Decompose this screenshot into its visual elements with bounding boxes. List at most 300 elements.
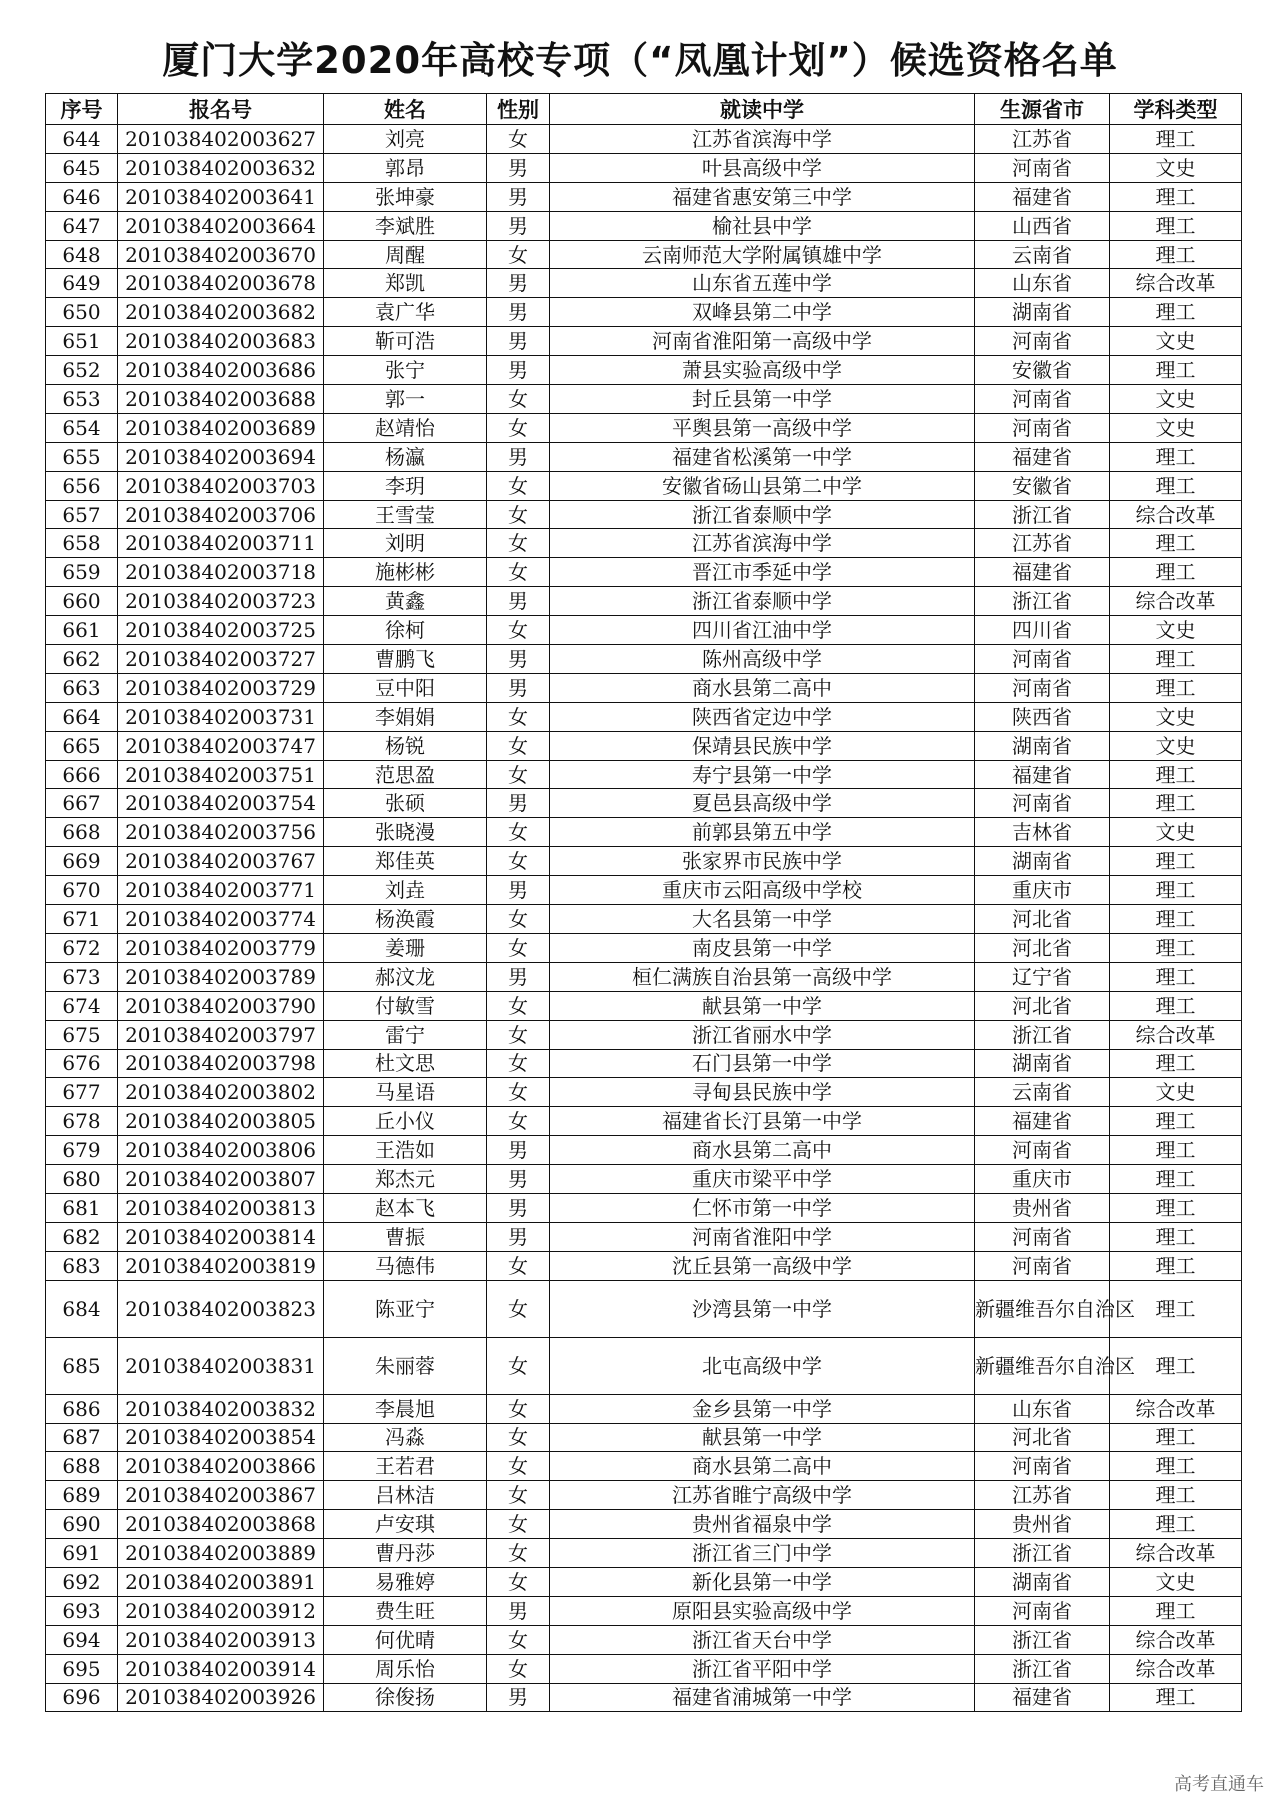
- cell-province: 河南省: [975, 789, 1110, 818]
- cell-name: 李斌胜: [324, 211, 487, 240]
- cell-gender: 女: [487, 558, 550, 587]
- cell-name: 张坤豪: [324, 182, 487, 211]
- col-header-school: 就读中学: [550, 94, 975, 125]
- table-row: [46, 153, 1242, 182]
- cell-index: 686: [46, 1394, 118, 1423]
- cell-province: 吉林省: [975, 818, 1110, 847]
- cell-name: 郭一: [324, 385, 487, 414]
- cell-gender: 男: [487, 1596, 550, 1625]
- table-row: [46, 1251, 1242, 1280]
- cell-province: 福建省: [975, 442, 1110, 471]
- cell-gender: 男: [487, 876, 550, 905]
- cell-school: 陕西省定边中学: [550, 702, 975, 731]
- cell-gender: 女: [487, 1020, 550, 1049]
- cell-index: 678: [46, 1107, 118, 1136]
- table-row: [46, 587, 1242, 616]
- cell-gender: 男: [487, 327, 550, 356]
- cell-name: 郑凯: [324, 269, 487, 298]
- cell-province: 山西省: [975, 211, 1110, 240]
- cell-name: 马星语: [324, 1078, 487, 1107]
- cell-province: 云南省: [975, 1078, 1110, 1107]
- cell-name: 豆中阳: [324, 673, 487, 702]
- cell-subject: 理工: [1110, 847, 1242, 876]
- cell-gender: 女: [487, 1625, 550, 1654]
- cell-school: 封丘县第一中学: [550, 385, 975, 414]
- col-header-province: 生源省市: [975, 94, 1110, 125]
- table-row: [46, 1222, 1242, 1251]
- cell-name: 丘小仪: [324, 1107, 487, 1136]
- cell-school: 萧县实验高级中学: [550, 356, 975, 385]
- cell-reg-no: 201038402003912: [118, 1596, 324, 1625]
- table-row: [46, 385, 1242, 414]
- cell-school: 河南省淮阳中学: [550, 1222, 975, 1251]
- cell-province: 贵州省: [975, 1193, 1110, 1222]
- cell-index: 650: [46, 298, 118, 327]
- cell-province: 陕西省: [975, 702, 1110, 731]
- cell-school: 寿宁县第一中学: [550, 760, 975, 789]
- cell-province: 河南省: [975, 1251, 1110, 1280]
- cell-gender: 男: [487, 1193, 550, 1222]
- cell-province: 浙江省: [975, 1020, 1110, 1049]
- cell-gender: 男: [487, 645, 550, 674]
- cell-reg-no: 201038402003683: [118, 327, 324, 356]
- table-row: [46, 356, 1242, 385]
- table-row: [46, 1049, 1242, 1078]
- cell-school: 晋江市季延中学: [550, 558, 975, 587]
- cell-index: 670: [46, 876, 118, 905]
- table-row: [46, 269, 1242, 298]
- cell-reg-no: 201038402003686: [118, 356, 324, 385]
- cell-gender: 女: [487, 240, 550, 269]
- cell-reg-no: 201038402003756: [118, 818, 324, 847]
- cell-subject: 文史: [1110, 616, 1242, 645]
- cell-subject: 理工: [1110, 1280, 1242, 1337]
- cell-reg-no: 201038402003664: [118, 211, 324, 240]
- table-row: [46, 1107, 1242, 1136]
- cell-reg-no: 201038402003703: [118, 471, 324, 500]
- cell-province: 福建省: [975, 1107, 1110, 1136]
- cell-subject: 文史: [1110, 385, 1242, 414]
- cell-index: 683: [46, 1251, 118, 1280]
- cell-reg-no: 201038402003718: [118, 558, 324, 587]
- cell-reg-no: 201038402003670: [118, 240, 324, 269]
- cell-name: 郑杰元: [324, 1165, 487, 1194]
- cell-province: 浙江省: [975, 1539, 1110, 1568]
- cell-province: 河南省: [975, 1452, 1110, 1481]
- cell-reg-no: 201038402003627: [118, 125, 324, 154]
- cell-school: 江苏省睢宁高级中学: [550, 1481, 975, 1510]
- cell-reg-no: 201038402003727: [118, 645, 324, 674]
- cell-school: 献县第一中学: [550, 991, 975, 1020]
- cell-school: 重庆市云阳高级中学校: [550, 876, 975, 905]
- cell-name: 赵本飞: [324, 1193, 487, 1222]
- cell-index: 688: [46, 1452, 118, 1481]
- cell-index: 692: [46, 1567, 118, 1596]
- cell-reg-no: 201038402003868: [118, 1510, 324, 1539]
- cell-province: 安徽省: [975, 356, 1110, 385]
- col-header-reg-no: 报名号: [118, 94, 324, 125]
- cell-province: 河南省: [975, 1136, 1110, 1165]
- cell-school: 寻甸县民族中学: [550, 1078, 975, 1107]
- cell-school: 双峰县第二中学: [550, 298, 975, 327]
- cell-subject: 理工: [1110, 905, 1242, 934]
- cell-reg-no: 201038402003813: [118, 1193, 324, 1222]
- cell-gender: 女: [487, 818, 550, 847]
- table-row: [46, 1394, 1242, 1423]
- cell-reg-no: 201038402003814: [118, 1222, 324, 1251]
- cell-school: 四川省江油中学: [550, 616, 975, 645]
- table-row: [46, 182, 1242, 211]
- cell-name: 费生旺: [324, 1596, 487, 1625]
- cell-gender: 女: [487, 905, 550, 934]
- cell-index: 664: [46, 702, 118, 731]
- cell-index: 677: [46, 1078, 118, 1107]
- cell-gender: 女: [487, 1423, 550, 1452]
- cell-index: 691: [46, 1539, 118, 1568]
- cell-subject: 理工: [1110, 1510, 1242, 1539]
- cell-subject: 文史: [1110, 153, 1242, 182]
- cell-name: 王雪莹: [324, 500, 487, 529]
- cell-index: 651: [46, 327, 118, 356]
- cell-province: 福建省: [975, 558, 1110, 587]
- cell-index: 649: [46, 269, 118, 298]
- cell-school: 贵州省福泉中学: [550, 1510, 975, 1539]
- cell-reg-no: 201038402003891: [118, 1567, 324, 1596]
- cell-reg-no: 201038402003790: [118, 991, 324, 1020]
- cell-name: 马德伟: [324, 1251, 487, 1280]
- cell-province: 福建省: [975, 760, 1110, 789]
- col-header-subject: 学科类型: [1110, 94, 1242, 125]
- cell-index: 656: [46, 471, 118, 500]
- cell-index: 661: [46, 616, 118, 645]
- cell-gender: 女: [487, 1452, 550, 1481]
- cell-index: 646: [46, 182, 118, 211]
- cell-reg-no: 201038402003823: [118, 1280, 324, 1337]
- cell-name: 李娟娟: [324, 702, 487, 731]
- cell-province: 新疆维吾尔自治区: [975, 1280, 1110, 1337]
- cell-name: 王浩如: [324, 1136, 487, 1165]
- table-row: [46, 673, 1242, 702]
- cell-reg-no: 201038402003706: [118, 500, 324, 529]
- cell-gender: 男: [487, 298, 550, 327]
- cell-name: 曹鹏飞: [324, 645, 487, 674]
- cell-subject: 理工: [1110, 1596, 1242, 1625]
- cell-gender: 女: [487, 702, 550, 731]
- cell-gender: 女: [487, 471, 550, 500]
- cell-subject: 综合改革: [1110, 1625, 1242, 1654]
- cell-school: 保靖县民族中学: [550, 731, 975, 760]
- cell-school: 河南省淮阳第一高级中学: [550, 327, 975, 356]
- cell-subject: 理工: [1110, 471, 1242, 500]
- cell-subject: 文史: [1110, 1078, 1242, 1107]
- table-row: [46, 327, 1242, 356]
- cell-index: 680: [46, 1165, 118, 1194]
- table-row: [46, 702, 1242, 731]
- table-row: [46, 413, 1242, 442]
- cell-school: 金乡县第一中学: [550, 1394, 975, 1423]
- cell-index: 666: [46, 760, 118, 789]
- cell-subject: 理工: [1110, 442, 1242, 471]
- table-row: [46, 616, 1242, 645]
- cell-name: 徐柯: [324, 616, 487, 645]
- cell-name: 易雅婷: [324, 1567, 487, 1596]
- cell-index: 694: [46, 1625, 118, 1654]
- cell-gender: 女: [487, 1567, 550, 1596]
- cell-index: 652: [46, 356, 118, 385]
- cell-school: 商水县第二高中: [550, 1136, 975, 1165]
- cell-school: 沙湾县第一中学: [550, 1280, 975, 1337]
- cell-province: 湖南省: [975, 298, 1110, 327]
- cell-gender: 女: [487, 1107, 550, 1136]
- table-row: [46, 529, 1242, 558]
- table-row: [46, 1078, 1242, 1107]
- cell-name: 范思盈: [324, 760, 487, 789]
- cell-province: 重庆市: [975, 876, 1110, 905]
- cell-reg-no: 201038402003926: [118, 1683, 324, 1712]
- cell-index: 672: [46, 933, 118, 962]
- table-row: [46, 1193, 1242, 1222]
- cell-name: 雷宁: [324, 1020, 487, 1049]
- cell-province: 河北省: [975, 991, 1110, 1020]
- cell-school: 榆社县中学: [550, 211, 975, 240]
- cell-subject: 理工: [1110, 1423, 1242, 1452]
- cell-province: 湖南省: [975, 1049, 1110, 1078]
- cell-name: 杨涣霞: [324, 905, 487, 934]
- cell-gender: 女: [487, 616, 550, 645]
- cell-reg-no: 201038402003767: [118, 847, 324, 876]
- cell-reg-no: 201038402003854: [118, 1423, 324, 1452]
- cell-subject: 理工: [1110, 876, 1242, 905]
- table-row: [46, 645, 1242, 674]
- table-row: [46, 1280, 1242, 1337]
- cell-subject: 文史: [1110, 327, 1242, 356]
- cell-province: 浙江省: [975, 1625, 1110, 1654]
- cell-province: 河南省: [975, 153, 1110, 182]
- cell-reg-no: 201038402003797: [118, 1020, 324, 1049]
- cell-school: 商水县第二高中: [550, 673, 975, 702]
- cell-gender: 女: [487, 1251, 550, 1280]
- cell-province: 山东省: [975, 1394, 1110, 1423]
- table-header-row: [46, 94, 1242, 125]
- table-row: [46, 1625, 1242, 1654]
- cell-school: 前郭县第五中学: [550, 818, 975, 847]
- cell-index: 644: [46, 125, 118, 154]
- cell-subject: 理工: [1110, 1683, 1242, 1712]
- table-row: [46, 240, 1242, 269]
- cell-gender: 男: [487, 182, 550, 211]
- cell-reg-no: 201038402003831: [118, 1337, 324, 1394]
- table-row: [46, 731, 1242, 760]
- col-header-gender: 性别: [487, 94, 550, 125]
- cell-index: 676: [46, 1049, 118, 1078]
- cell-name: 郑佳英: [324, 847, 487, 876]
- cell-subject: 综合改革: [1110, 1539, 1242, 1568]
- col-header-index: 序号: [46, 94, 118, 125]
- cell-index: 684: [46, 1280, 118, 1337]
- cell-reg-no: 201038402003689: [118, 413, 324, 442]
- cell-province: 河南省: [975, 385, 1110, 414]
- cell-reg-no: 201038402003889: [118, 1539, 324, 1568]
- cell-province: 云南省: [975, 240, 1110, 269]
- cell-school: 重庆市梁平中学: [550, 1165, 975, 1194]
- cell-name: 陈亚宁: [324, 1280, 487, 1337]
- table-row: [46, 442, 1242, 471]
- cell-school: 福建省长汀县第一中学: [550, 1107, 975, 1136]
- cell-gender: 女: [487, 847, 550, 876]
- cell-province: 浙江省: [975, 1654, 1110, 1683]
- cell-index: 662: [46, 645, 118, 674]
- cell-name: 黄鑫: [324, 587, 487, 616]
- cell-name: 姜珊: [324, 933, 487, 962]
- cell-gender: 女: [487, 991, 550, 1020]
- cell-province: 湖南省: [975, 731, 1110, 760]
- cell-reg-no: 201038402003805: [118, 1107, 324, 1136]
- cell-name: 靳可浩: [324, 327, 487, 356]
- cell-gender: 女: [487, 731, 550, 760]
- cell-subject: 综合改革: [1110, 1394, 1242, 1423]
- cell-school: 浙江省泰顺中学: [550, 500, 975, 529]
- cell-subject: 理工: [1110, 1049, 1242, 1078]
- cell-index: 689: [46, 1481, 118, 1510]
- cell-school: 桓仁满族自治县第一高级中学: [550, 962, 975, 991]
- cell-subject: 综合改革: [1110, 1020, 1242, 1049]
- cell-subject: 理工: [1110, 182, 1242, 211]
- cell-reg-no: 201038402003725: [118, 616, 324, 645]
- cell-reg-no: 201038402003694: [118, 442, 324, 471]
- cell-reg-no: 201038402003751: [118, 760, 324, 789]
- cell-subject: 理工: [1110, 1337, 1242, 1394]
- cell-school: 福建省松溪第一中学: [550, 442, 975, 471]
- cell-province: 湖南省: [975, 1567, 1110, 1596]
- cell-subject: 理工: [1110, 211, 1242, 240]
- cell-subject: 文史: [1110, 413, 1242, 442]
- cell-province: 浙江省: [975, 587, 1110, 616]
- cell-subject: 理工: [1110, 125, 1242, 154]
- cell-reg-no: 201038402003771: [118, 876, 324, 905]
- cell-province: 河北省: [975, 905, 1110, 934]
- table-row: [46, 1020, 1242, 1049]
- cell-reg-no: 201038402003723: [118, 587, 324, 616]
- cell-name: 曹丹莎: [324, 1539, 487, 1568]
- cell-name: 杨锐: [324, 731, 487, 760]
- cell-name: 赵靖怡: [324, 413, 487, 442]
- cell-school: 江苏省滨海中学: [550, 529, 975, 558]
- cell-subject: 理工: [1110, 1136, 1242, 1165]
- cell-province: 河南省: [975, 1222, 1110, 1251]
- table-row: [46, 933, 1242, 962]
- cell-index: 675: [46, 1020, 118, 1049]
- col-header-name: 姓名: [324, 94, 487, 125]
- cell-index: 693: [46, 1596, 118, 1625]
- cell-index: 659: [46, 558, 118, 587]
- cell-name: 周醒: [324, 240, 487, 269]
- cell-gender: 女: [487, 1337, 550, 1394]
- cell-province: 河南省: [975, 645, 1110, 674]
- cell-gender: 男: [487, 356, 550, 385]
- table-row: [46, 905, 1242, 934]
- cell-subject: 文史: [1110, 702, 1242, 731]
- cell-gender: 女: [487, 1654, 550, 1683]
- cell-school: 福建省惠安第三中学: [550, 182, 975, 211]
- cell-province: 贵州省: [975, 1510, 1110, 1539]
- table-row: [46, 1481, 1242, 1510]
- cell-index: 687: [46, 1423, 118, 1452]
- cell-gender: 女: [487, 1078, 550, 1107]
- cell-province: 江苏省: [975, 1481, 1110, 1510]
- cell-school: 云南师范大学附属镇雄中学: [550, 240, 975, 269]
- cell-reg-no: 201038402003731: [118, 702, 324, 731]
- cell-index: 665: [46, 731, 118, 760]
- cell-reg-no: 201038402003798: [118, 1049, 324, 1078]
- table-row: [46, 211, 1242, 240]
- cell-gender: 女: [487, 760, 550, 789]
- cell-index: 660: [46, 587, 118, 616]
- cell-name: 朱丽蓉: [324, 1337, 487, 1394]
- cell-index: 654: [46, 413, 118, 442]
- cell-province: 河南省: [975, 1596, 1110, 1625]
- cell-province: 江苏省: [975, 125, 1110, 154]
- cell-gender: 女: [487, 1481, 550, 1510]
- cell-name: 曹振: [324, 1222, 487, 1251]
- cell-index: 668: [46, 818, 118, 847]
- cell-index: 696: [46, 1683, 118, 1712]
- cell-school: 浙江省三门中学: [550, 1539, 975, 1568]
- page-title: 厦门大学2020年高校专项（“凤凰计划”）候选资格名单: [162, 39, 1118, 82]
- cell-index: 648: [46, 240, 118, 269]
- cell-gender: 女: [487, 1280, 550, 1337]
- cell-school: 原阳县实验高级中学: [550, 1596, 975, 1625]
- cell-subject: 理工: [1110, 962, 1242, 991]
- cell-gender: 女: [487, 1049, 550, 1078]
- cell-index: 673: [46, 962, 118, 991]
- cell-name: 周乐怡: [324, 1654, 487, 1683]
- cell-province: 新疆维吾尔自治区: [975, 1337, 1110, 1394]
- cell-gender: 女: [487, 1394, 550, 1423]
- cell-reg-no: 201038402003774: [118, 905, 324, 934]
- cell-gender: 男: [487, 962, 550, 991]
- cell-gender: 男: [487, 673, 550, 702]
- cell-subject: 理工: [1110, 1452, 1242, 1481]
- table-row: [46, 1165, 1242, 1194]
- cell-gender: 女: [487, 933, 550, 962]
- cell-province: 河北省: [975, 1423, 1110, 1452]
- cell-school: 安徽省砀山县第二中学: [550, 471, 975, 500]
- cell-subject: 理工: [1110, 529, 1242, 558]
- cell-index: 690: [46, 1510, 118, 1539]
- table-row: [46, 962, 1242, 991]
- cell-reg-no: 201038402003632: [118, 153, 324, 182]
- table-row: [46, 876, 1242, 905]
- cell-school: 商水县第二高中: [550, 1452, 975, 1481]
- cell-name: 刘垚: [324, 876, 487, 905]
- cell-name: 刘亮: [324, 125, 487, 154]
- table-row: [46, 471, 1242, 500]
- table-row: [46, 789, 1242, 818]
- cell-subject: 综合改革: [1110, 500, 1242, 529]
- cell-gender: 女: [487, 1510, 550, 1539]
- cell-school: 福建省浦城第一中学: [550, 1683, 975, 1712]
- cell-province: 福建省: [975, 1683, 1110, 1712]
- table-row: [46, 818, 1242, 847]
- cell-subject: 理工: [1110, 1481, 1242, 1510]
- cell-province: 江苏省: [975, 529, 1110, 558]
- cell-reg-no: 201038402003711: [118, 529, 324, 558]
- cell-school: 山东省五莲中学: [550, 269, 975, 298]
- cell-gender: 女: [487, 385, 550, 414]
- cell-province: 河南省: [975, 673, 1110, 702]
- table-row: [46, 1423, 1242, 1452]
- cell-index: 679: [46, 1136, 118, 1165]
